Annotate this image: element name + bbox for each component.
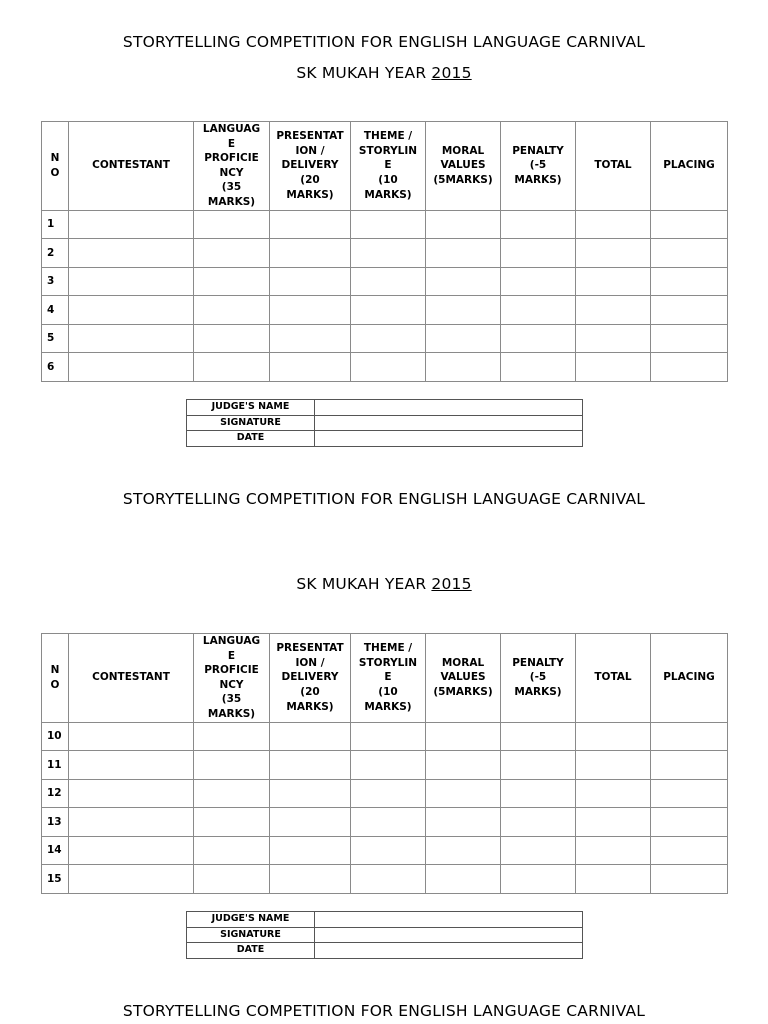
contestant-cell[interactable] — [69, 324, 194, 353]
sheet1-judge-table — [186, 399, 583, 447]
total-cell[interactable] — [576, 722, 651, 751]
moral-cell[interactable] — [426, 779, 501, 808]
header-no: N O — [42, 122, 69, 211]
theme-cell[interactable] — [351, 239, 426, 268]
header-language: LANGUAG E PROFICIE NCY (35 MARKS) — [194, 634, 270, 723]
penalty-cell[interactable] — [501, 751, 576, 780]
moral-cell[interactable] — [426, 267, 501, 296]
presentation-cell[interactable] — [270, 239, 351, 268]
judge-name-label: JUDGE'S NAME — [187, 912, 315, 928]
language-cell[interactable] — [194, 296, 270, 325]
theme-cell[interactable] — [351, 865, 426, 894]
table-row — [42, 239, 728, 268]
row-number: 14 — [42, 836, 69, 865]
moral-cell[interactable] — [426, 210, 501, 239]
presentation-cell[interactable] — [270, 210, 351, 239]
theme-cell[interactable] — [351, 751, 426, 780]
signature-label: SIGNATURE — [187, 927, 315, 943]
header-no: N O — [42, 634, 69, 723]
placing-cell[interactable] — [651, 353, 728, 382]
total-cell[interactable] — [576, 239, 651, 268]
language-cell[interactable] — [194, 353, 270, 382]
theme-cell[interactable] — [351, 296, 426, 325]
row-number: 13 — [42, 808, 69, 837]
header-penalty: PENALTY (-5 MARKS) — [501, 122, 576, 211]
sheet2-score-table — [41, 633, 728, 894]
moral-cell[interactable] — [426, 751, 501, 780]
row-number: 3 — [42, 267, 69, 296]
row-number: 4 — [42, 296, 69, 325]
language-cell[interactable] — [194, 865, 270, 894]
theme-cell[interactable] — [351, 779, 426, 808]
judge-name-field[interactable] — [315, 400, 583, 416]
sheet2-year: 2015 — [431, 575, 472, 593]
contestant-cell[interactable] — [69, 865, 194, 894]
header-row — [42, 122, 728, 211]
header-presentation: PRESENTAT ION / DELIVERY (20 MARKS) — [270, 122, 351, 211]
header-placing: PLACING — [651, 122, 728, 211]
presentation-cell[interactable] — [270, 808, 351, 837]
header-theme: THEME / STORYLIN E (10 MARKS) — [351, 634, 426, 723]
theme-cell[interactable] — [351, 808, 426, 837]
penalty-cell[interactable] — [501, 210, 576, 239]
row-number: 1 — [42, 210, 69, 239]
header-penalty: PENALTY (-5 MARKS) — [501, 634, 576, 723]
header-row — [42, 634, 728, 723]
sheet1-score-table — [41, 121, 728, 382]
theme-cell[interactable] — [351, 353, 426, 382]
penalty-cell[interactable] — [501, 324, 576, 353]
penalty-cell[interactable] — [501, 239, 576, 268]
header-language: LANGUAG E PROFICIE NCY (35 MARKS) — [194, 122, 270, 211]
total-cell[interactable] — [576, 210, 651, 239]
placing-cell[interactable] — [651, 296, 728, 325]
signature-field[interactable] — [315, 415, 583, 431]
total-cell[interactable] — [576, 267, 651, 296]
placing-cell[interactable] — [651, 239, 728, 268]
presentation-cell[interactable] — [270, 267, 351, 296]
sheet2-judge-table — [186, 911, 583, 959]
presentation-cell[interactable] — [270, 751, 351, 780]
placing-cell[interactable] — [651, 779, 728, 808]
table-row — [42, 808, 728, 837]
total-cell[interactable] — [576, 296, 651, 325]
theme-cell[interactable] — [351, 722, 426, 751]
table-row — [42, 296, 728, 325]
theme-cell[interactable] — [351, 210, 426, 239]
placing-cell[interactable] — [651, 722, 728, 751]
moral-cell[interactable] — [426, 296, 501, 325]
moral-cell[interactable] — [426, 722, 501, 751]
table-row — [42, 722, 728, 751]
presentation-cell[interactable] — [270, 722, 351, 751]
header-theme: THEME / STORYLIN E (10 MARKS) — [351, 122, 426, 211]
date-field[interactable] — [315, 431, 583, 447]
moral-cell[interactable] — [426, 808, 501, 837]
theme-cell[interactable] — [351, 267, 426, 296]
judge-name-field[interactable] — [315, 912, 583, 928]
row-number: 6 — [42, 353, 69, 382]
moral-cell[interactable] — [426, 836, 501, 865]
penalty-cell[interactable] — [501, 267, 576, 296]
contestant-cell[interactable] — [69, 836, 194, 865]
contestant-cell[interactable] — [69, 239, 194, 268]
sheet1-subtitle — [0, 64, 768, 82]
placing-cell[interactable] — [651, 210, 728, 239]
penalty-cell[interactable] — [501, 808, 576, 837]
row-number: 15 — [42, 865, 69, 894]
sheet1-subtitle-prefix: SK MUKAH YEAR — [296, 64, 432, 82]
contestant-cell[interactable] — [69, 751, 194, 780]
header-presentation: PRESENTAT ION / DELIVERY (20 MARKS) — [270, 634, 351, 723]
sheet1-year: 2015 — [431, 64, 472, 82]
table-row — [42, 779, 728, 808]
penalty-cell[interactable] — [501, 296, 576, 325]
language-cell[interactable] — [194, 751, 270, 780]
total-cell[interactable] — [576, 751, 651, 780]
presentation-cell[interactable] — [270, 865, 351, 894]
signature-field[interactable] — [315, 927, 583, 943]
total-cell[interactable] — [576, 865, 651, 894]
theme-cell[interactable] — [351, 836, 426, 865]
language-cell[interactable] — [194, 808, 270, 837]
header-placing: PLACING — [651, 634, 728, 723]
signature-label: SIGNATURE — [187, 415, 315, 431]
date-label: DATE — [187, 943, 315, 959]
table-row — [42, 751, 728, 780]
contestant-cell[interactable] — [69, 808, 194, 837]
penalty-cell[interactable] — [501, 779, 576, 808]
header-contestant: CONTESTANT — [69, 634, 194, 723]
moral-cell[interactable] — [426, 324, 501, 353]
penalty-cell[interactable] — [501, 836, 576, 865]
table-row — [42, 353, 728, 382]
moral-cell[interactable] — [426, 865, 501, 894]
placing-cell[interactable] — [651, 808, 728, 837]
total-cell[interactable] — [576, 324, 651, 353]
sheet2-subtitle-prefix: SK MUKAH YEAR — [296, 575, 432, 593]
placing-cell[interactable] — [651, 836, 728, 865]
language-cell[interactable] — [194, 324, 270, 353]
language-cell[interactable] — [194, 722, 270, 751]
contestant-cell[interactable] — [69, 722, 194, 751]
language-cell[interactable] — [194, 779, 270, 808]
table-row — [42, 324, 728, 353]
header-total: TOTAL — [576, 634, 651, 723]
sheet1-title: STORYTELLING COMPETITION FOR ENGLISH LANGUAGE CARNIVAL — [122, 33, 646, 51]
language-cell[interactable] — [194, 210, 270, 239]
total-cell[interactable] — [576, 353, 651, 382]
contestant-cell[interactable] — [69, 779, 194, 808]
header-total: TOTAL — [576, 122, 651, 211]
header-moral: MORAL VALUES (5MARKS) — [426, 122, 501, 211]
placing-cell[interactable] — [651, 865, 728, 894]
contestant-cell[interactable] — [69, 210, 194, 239]
date-label: DATE — [187, 431, 315, 447]
presentation-cell[interactable] — [270, 836, 351, 865]
total-cell[interactable] — [576, 836, 651, 865]
row-number: 2 — [42, 239, 69, 268]
presentation-cell[interactable] — [270, 779, 351, 808]
row-number: 12 — [42, 779, 69, 808]
table-row — [42, 865, 728, 894]
moral-cell[interactable] — [426, 239, 501, 268]
placing-cell[interactable] — [651, 324, 728, 353]
placing-cell[interactable] — [651, 751, 728, 780]
placing-cell[interactable] — [651, 267, 728, 296]
total-cell[interactable] — [576, 808, 651, 837]
sheet3-title: STORYTELLING COMPETITION FOR ENGLISH LANGUAGE CARNIVAL — [122, 1002, 646, 1020]
table-row — [42, 836, 728, 865]
table-row — [42, 267, 728, 296]
judge-name-label: JUDGE'S NAME — [187, 400, 315, 416]
row-number: 5 — [42, 324, 69, 353]
row-number: 11 — [42, 751, 69, 780]
language-cell[interactable] — [194, 836, 270, 865]
date-field[interactable] — [315, 943, 583, 959]
language-cell[interactable] — [194, 239, 270, 268]
header-contestant: CONTESTANT — [69, 122, 194, 211]
sheet2-title: STORYTELLING COMPETITION FOR ENGLISH LANGUAGE CARNIVAL — [122, 490, 646, 508]
language-cell[interactable] — [194, 267, 270, 296]
contestant-cell[interactable] — [69, 296, 194, 325]
theme-cell[interactable] — [351, 324, 426, 353]
contestant-cell[interactable] — [69, 267, 194, 296]
penalty-cell[interactable] — [501, 865, 576, 894]
table-row — [42, 210, 728, 239]
penalty-cell[interactable] — [501, 722, 576, 751]
sheet2-subtitle — [0, 575, 768, 593]
penalty-cell[interactable] — [501, 353, 576, 382]
contestant-cell[interactable] — [69, 353, 194, 382]
presentation-cell[interactable] — [270, 296, 351, 325]
presentation-cell[interactable] — [270, 353, 351, 382]
row-number: 10 — [42, 722, 69, 751]
header-moral: MORAL VALUES (5MARKS) — [426, 634, 501, 723]
total-cell[interactable] — [576, 779, 651, 808]
moral-cell[interactable] — [426, 353, 501, 382]
presentation-cell[interactable] — [270, 324, 351, 353]
